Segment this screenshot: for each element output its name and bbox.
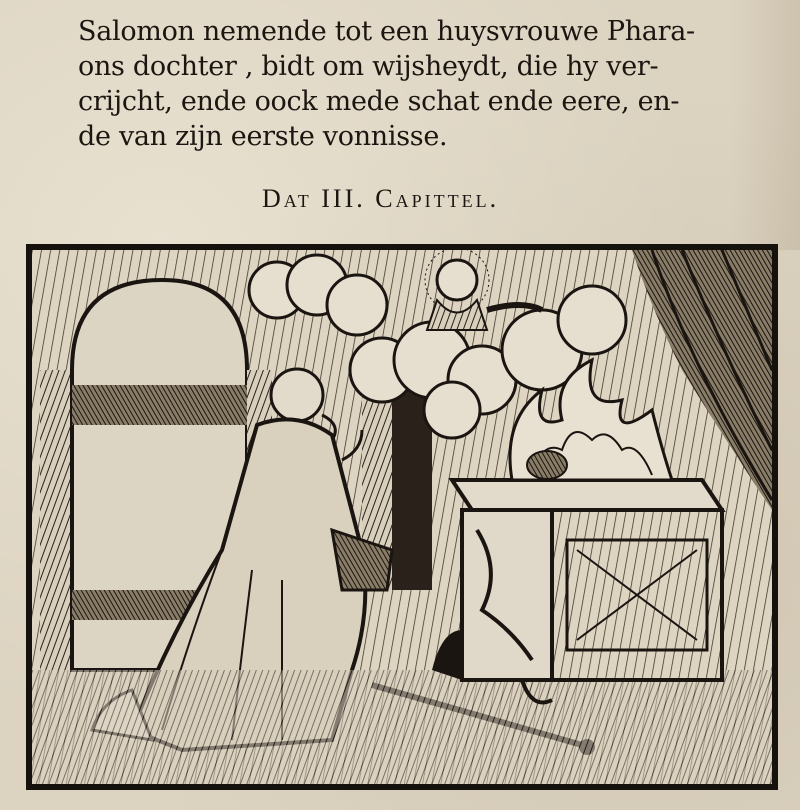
chapter-summary <box>78 14 768 154</box>
summary-line: Salomon nemende tot een huysvrouwe Phara- <box>78 16 695 47</box>
summary-line: crijcht, ende oock mede schat ende eere, en- <box>78 86 680 117</box>
altar-icon <box>432 480 722 703</box>
summary-line: de van zijn eerste vonnisse. <box>78 121 448 152</box>
summary-line: ons dochter , bidt om wijsheydt, die hy ver- <box>78 51 659 82</box>
woodcut-illustration <box>26 244 778 790</box>
chapter-heading: Dat III. Capittel. <box>262 184 500 213</box>
woodcut-svg <box>32 250 772 784</box>
floor <box>32 670 772 784</box>
